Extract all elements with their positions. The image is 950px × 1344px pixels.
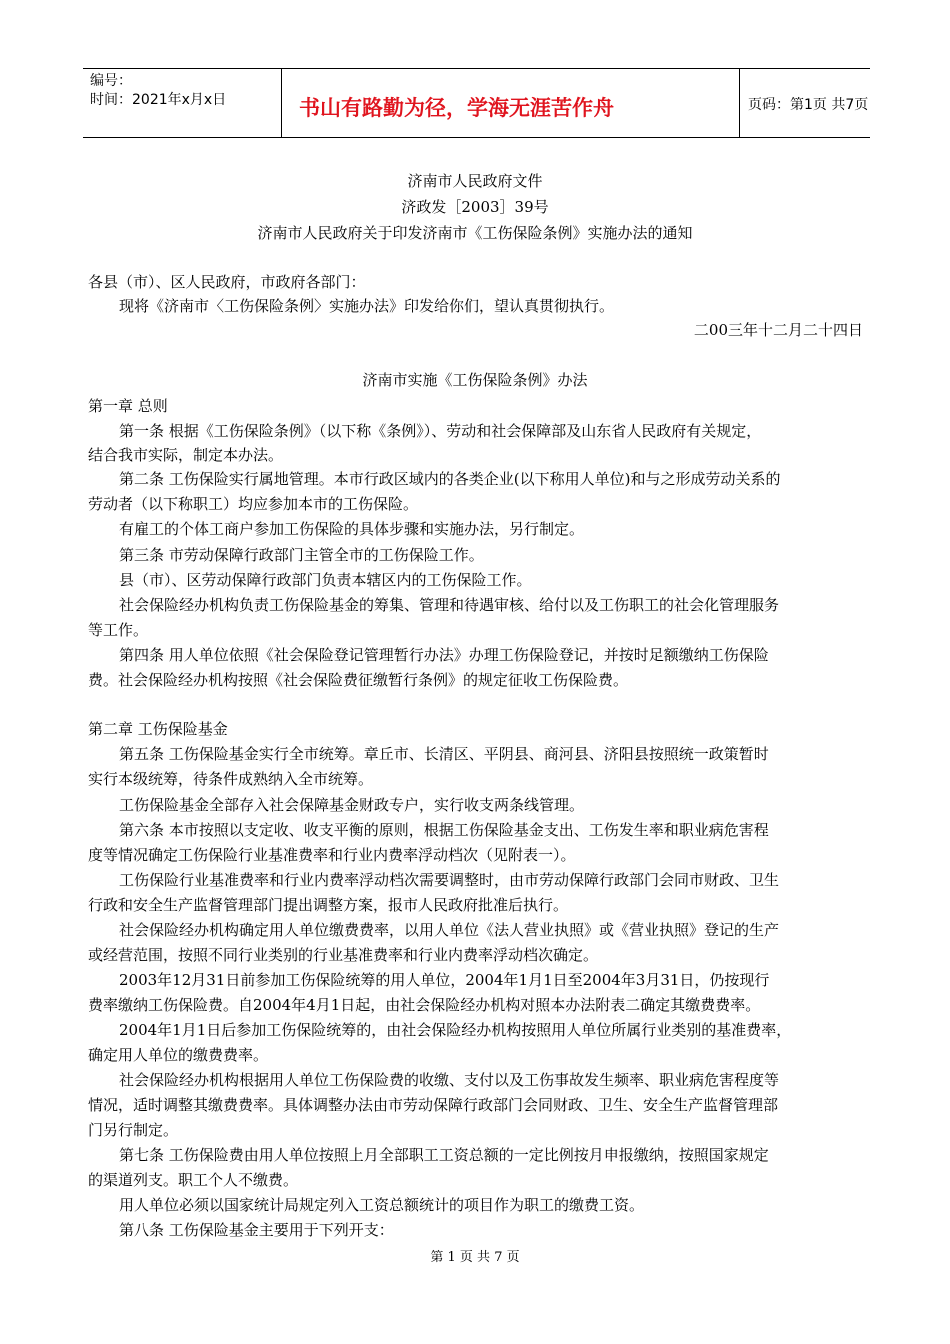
rules-title: 济南市实施《工伤保险条例》办法	[362, 371, 588, 389]
page-footer: 第 1 页 共 7 页	[430, 1250, 520, 1265]
header-table	[83, 68, 870, 138]
paragraph-line: 社会保险经办机构负责工伤保险基金的筹集、管理和待遇审核、给付以及工伤职工的社会化管理服务	[119, 596, 780, 614]
paragraph-line: 工伤保险行业基准费率和行业内费率浮动档次需要调整时，由市劳动保障行政部门会同市财政、卫生	[119, 871, 780, 889]
paragraph-line: 等工作。	[88, 621, 149, 639]
time-label: 时间：2021年x月x日	[90, 92, 227, 108]
paragraph-line: 的渠道列支。职工个人不缴费。	[88, 1171, 299, 1189]
number-label: 编号：	[90, 73, 132, 89]
motto: 书山有路勤为径，学海无涯苦作舟	[299, 96, 614, 120]
header-page-info: 页码：第1页 共7页	[748, 97, 869, 113]
issue-date: 二00三年十二月二十四日	[693, 321, 863, 339]
notice-body: 现将《济南市〈工伤保险条例〉实施办法》印发给你们，望认真贯彻执行。	[119, 297, 615, 315]
paragraph-line: 用人单位必须以国家统计局规定列入工资总额统计的项目作为职工的缴费工资。	[119, 1196, 645, 1214]
header-page-cell	[740, 69, 870, 137]
addressee: 各县（市）、区人民政府，市政府各部门：	[88, 273, 366, 291]
paragraph-line: 或经营范围，按照不同行业类别的行业基准费率和行业内费率浮动档次确定。	[88, 946, 599, 964]
paragraph-line: 实行本级统筹，待条件成熟纳入全市统筹。	[88, 770, 374, 788]
paragraph-line: 有雇工的个体工商户参加工伤保险的具体步骤和实施办法，另行制定。	[119, 520, 585, 538]
paragraph-line: 费。社会保险经办机构按照《社会保险费征缴暂行条例》的规定征收工伤保险费。	[88, 671, 629, 689]
paragraph-line: 2003年12月31日前参加工伤保险统筹的用人单位，2004年1月1日至2004年3月31日，仍按现行	[119, 971, 770, 989]
chapter-heading: 第二章 工伤保险基金	[88, 720, 228, 738]
paragraph-line: 劳动者（以下称职工）均应参加本市的工伤保险。	[88, 495, 419, 513]
paragraph-line: 第七条 工伤保险费由用人单位按照上月全部职工工资总额的一定比例按月申报缴纳，按照国家规定	[119, 1146, 769, 1164]
paragraph-line: 行政和安全生产监督管理部门提出调整方案，报市人民政府批准后执行。	[88, 896, 569, 914]
paragraph-line: 第三条 市劳动保障行政部门主管全市的工伤保险工作。	[119, 546, 484, 564]
chapter-heading: 第一章 总则	[88, 397, 168, 415]
paragraph-line: 社会保险经办机构确定用人单位缴费费率，以用人单位《法人营业执照》或《营业执照》登记的生产	[119, 921, 780, 939]
paragraph-line: 费率缴纳工伤保险费。自2004年4月1日起，由社会保险经办机构对照本办法附表二确定其缴费费率。	[88, 996, 761, 1014]
paragraph-line: 门另行制定。	[88, 1121, 179, 1139]
paragraph-line: 第八条 工伤保险基金主要用于下列开支：	[119, 1221, 394, 1239]
paragraph-line: 工伤保险基金全部存入社会保障基金财政专户，实行收支两条线管理。	[119, 796, 585, 814]
issuer-title: 济南市人民政府文件	[407, 172, 543, 190]
notice-title: 济南市人民政府关于印发济南市《工伤保险条例》实施办法的通知	[257, 224, 693, 242]
header-motto-cell	[281, 69, 740, 137]
paragraph-line: 第六条 本市按照以支定收、收支平衡的原则，根据工伤保险基金支出、工伤发生率和职业病危害程	[119, 821, 769, 839]
paragraph-line: 确定用人单位的缴费费率。	[88, 1046, 269, 1064]
paragraph-line: 第五条 工伤保险基金实行全市统筹。章丘市、长清区、平阴县、商河县、济阳县按照统一政策暂时	[119, 745, 769, 763]
paragraph-line: 第四条 用人单位依照《社会保险登记管理暂行办法》办理工伤保险登记，并按时足额缴纳工伤保险	[119, 646, 769, 664]
paragraph-line: 第二条 工伤保险实行属地管理。本市行政区域内的各类企业(以下称用人单位)和与之形成劳动关系的	[119, 470, 781, 488]
paragraph-line: 度等情况确定工伤保险行业基准费率和行业内费率浮动档次（见附表一）。	[88, 846, 576, 864]
paragraph-line: 结合我市实际，制定本办法。	[88, 446, 284, 464]
paragraph-line: 社会保险经办机构根据用人单位工伤保险费的收缴、支付以及工伤事故发生频率、职业病危害程度等	[119, 1071, 780, 1089]
paragraph-line: 县（市）、区劳动保障行政部门负责本辖区内的工伤保险工作。	[119, 571, 532, 589]
paragraph-line: 2004年1月1日后参加工伤保险统筹的，由社会保险经办机构按照用人单位所属行业类别的基准费率，	[119, 1021, 792, 1039]
paragraph-line: 情况，适时调整其缴费费率。具体调整办法由市劳动保障行政部门会同财政、卫生、安全生产监督管理部	[88, 1096, 779, 1114]
paragraph-line: 第一条 根据《工伤保险条例》（以下称《条例》）、劳动和社会保障部及山东省人民政府有关规定，	[119, 422, 762, 440]
doc-number: 济政发［2003］39号	[401, 198, 549, 216]
header-meta-cell	[83, 69, 282, 137]
